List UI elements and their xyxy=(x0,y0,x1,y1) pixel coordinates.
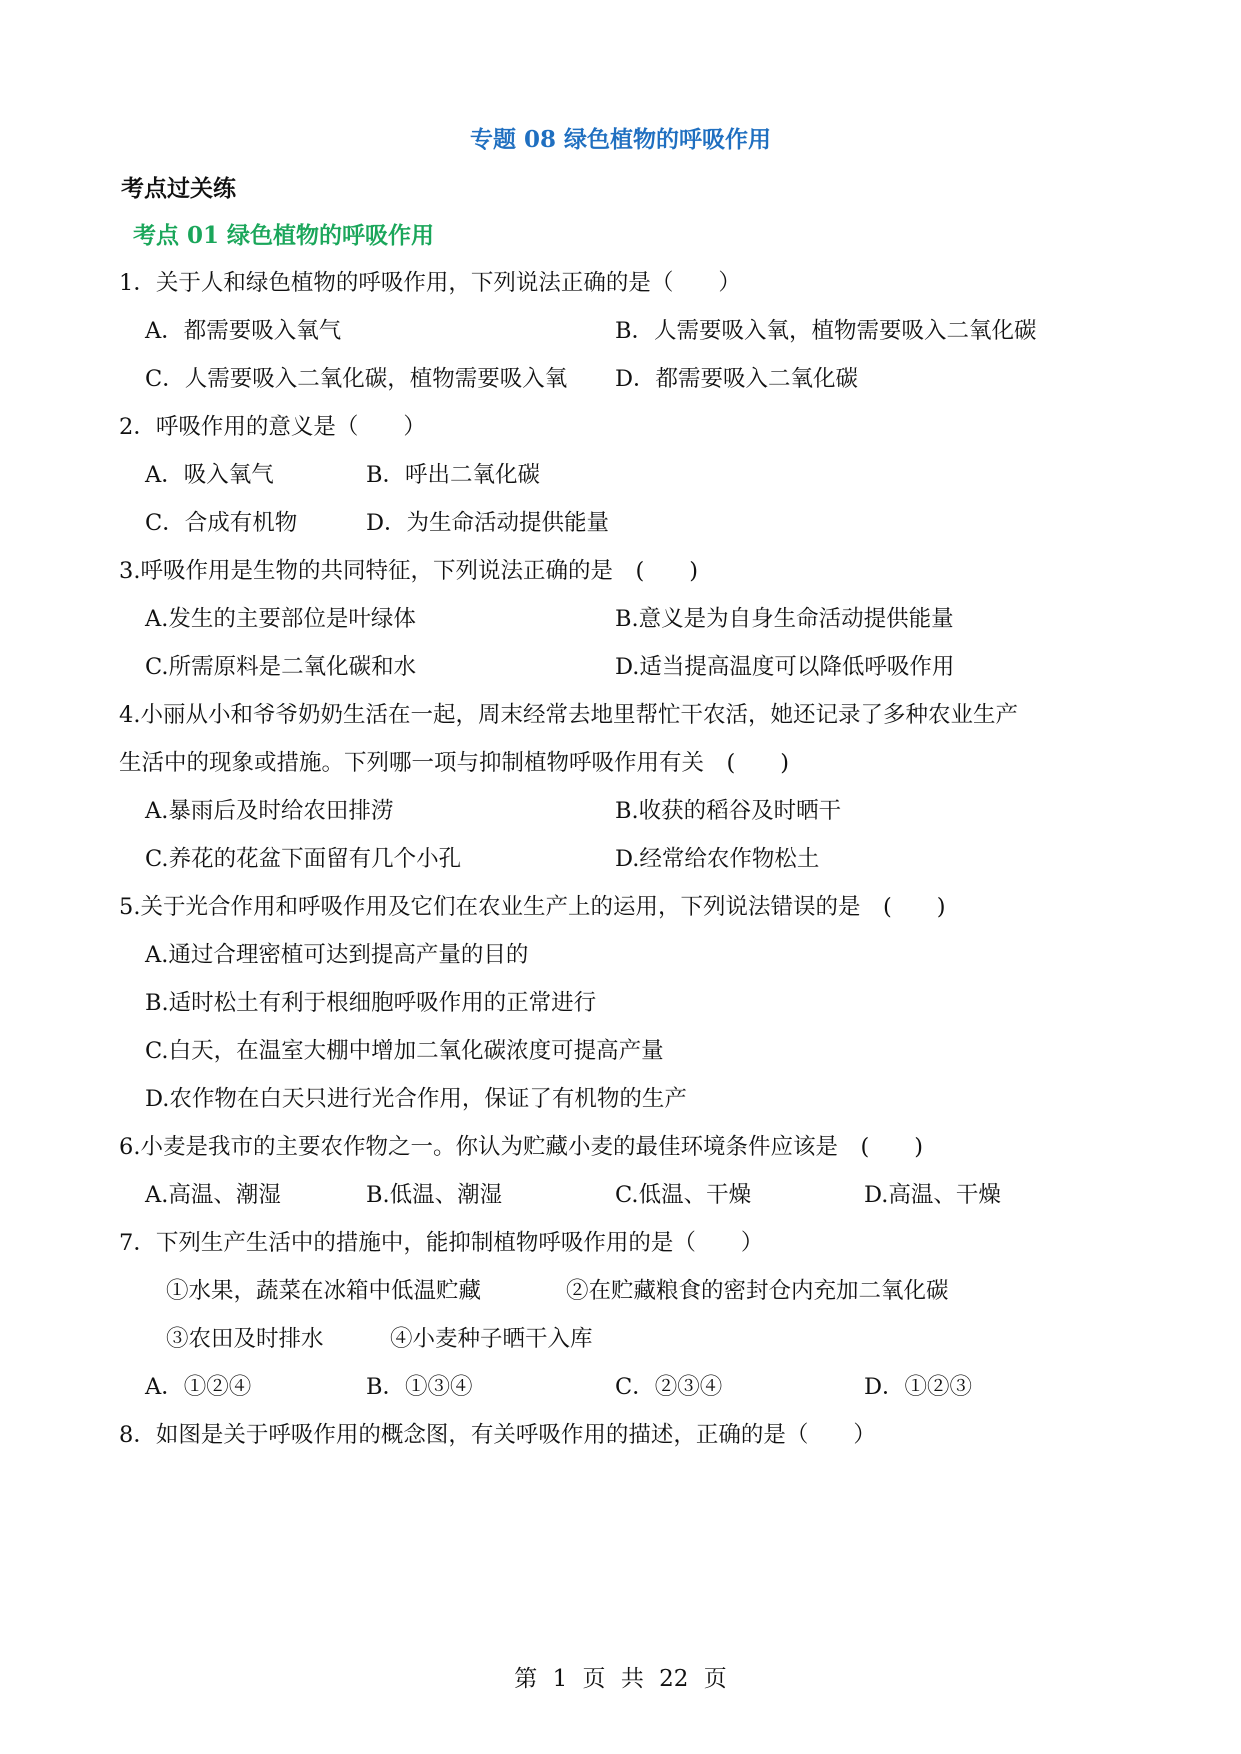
question-7-stem: 7．下列生产生活中的措施中，能抑制植物呼吸作用的是（ ） xyxy=(119,1230,764,1256)
page-footer xyxy=(0,1660,1241,1693)
question-7-option-a: A．①②④ xyxy=(145,1374,252,1400)
question-1-option-d: D．都需要吸入二氧化碳 xyxy=(615,366,859,392)
question-3-option-b: B.意义是为自身生命活动提供能量 xyxy=(615,606,954,632)
question-7-item-2: ②在贮藏粮食的密封仓内充加二氧化碳 xyxy=(566,1278,949,1304)
footer-current-page: 1 xyxy=(552,1666,568,1692)
question-6-option-b: B.低温、潮湿 xyxy=(366,1182,503,1208)
footer-word-gong: 共 xyxy=(620,1666,644,1692)
question-5-option-d: D.农作物在白天只进行光合作用，保证了有机物的生产 xyxy=(145,1086,687,1112)
question-6-option-d: D.高温、干燥 xyxy=(864,1182,1001,1208)
question-7-item-4: ④小麦种子晒干入库 xyxy=(390,1326,593,1352)
question-5-option-c: C.白天，在温室大棚中增加二氧化碳浓度可提高产量 xyxy=(145,1038,664,1064)
question-4-option-c: C.养花的花盆下面留有几个小孔 xyxy=(145,846,462,872)
question-3-option-a: A.发生的主要部位是叶绿体 xyxy=(145,606,416,632)
footer-word-di: 第 xyxy=(514,1666,538,1692)
question-6-stem: 6.小麦是我市的主要农作物之一。你认为贮藏小麦的最佳环境条件应该是 ( ) xyxy=(119,1134,924,1160)
question-6-option-c: C.低温、干燥 xyxy=(615,1182,752,1208)
question-1-option-c: C．人需要吸入二氧化碳，植物需要吸入氧 xyxy=(145,366,568,392)
question-7-item-3: ③农田及时排水 xyxy=(166,1326,324,1352)
question-2-option-a: A．吸入氧气 xyxy=(145,462,274,488)
question-2-option-c: C．合成有机物 xyxy=(145,510,298,536)
document-title: 专题 08 绿色植物的呼吸作用 xyxy=(469,126,772,153)
question-2-option-d: D．为生命活动提供能量 xyxy=(366,510,610,536)
question-5-option-b: B.适时松土有利于根细胞呼吸作用的正常进行 xyxy=(145,990,597,1016)
question-7-option-c: C．②③④ xyxy=(615,1374,723,1400)
question-7-option-b: B．①③④ xyxy=(366,1374,473,1400)
question-3-option-d: D.适当提高温度可以降低呼吸作用 xyxy=(615,654,955,680)
topic-heading: 考点 01 绿色植物的呼吸作用 xyxy=(133,222,435,249)
footer-total-pages: 22 xyxy=(659,1666,689,1692)
question-5-stem: 5.关于光合作用和呼吸作用及它们在农业生产上的运用，下列说法错误的是 ( ) xyxy=(119,894,946,920)
question-1-option-b: B．人需要吸入氧，植物需要吸入二氧化碳 xyxy=(615,318,1037,344)
footer-word-ye: 页 xyxy=(582,1666,606,1692)
question-2-stem: 2．呼吸作用的意义是（ ） xyxy=(119,414,426,440)
question-7-option-d: D．①②③ xyxy=(864,1374,973,1400)
question-3-stem: 3.呼吸作用是生物的共同特征，下列说法正确的是 ( ) xyxy=(119,558,699,584)
question-3-option-c: C.所需原料是二氧化碳和水 xyxy=(145,654,417,680)
question-4-stem-line-2: 生活中的现象或措施。下列哪一项与抑制植物呼吸作用有关 ( ) xyxy=(119,750,790,776)
question-6-option-a: A.高温、潮湿 xyxy=(145,1182,281,1208)
section-heading: 考点过关练 xyxy=(121,175,236,202)
footer-word-ye-2: 页 xyxy=(703,1666,727,1692)
question-4-option-a: A.暴雨后及时给农田排涝 xyxy=(145,798,394,824)
question-1-option-a: A．都需要吸入氧气 xyxy=(145,318,342,344)
question-2-option-b: B．呼出二氧化碳 xyxy=(366,462,541,488)
question-4-option-d: D.经常给农作物松土 xyxy=(615,846,820,872)
question-8-stem: 8．如图是关于呼吸作用的概念图，有关呼吸作用的描述，正确的是（ ） xyxy=(119,1422,876,1448)
question-5-option-a: A.通过合理密植可达到提高产量的目的 xyxy=(145,942,529,968)
question-1-stem: 1．关于人和绿色植物的呼吸作用，下列说法正确的是（ ） xyxy=(119,270,741,296)
question-4-option-b: B.收获的稻谷及时晒干 xyxy=(615,798,842,824)
question-4-stem-line-1: 4.小丽从小和爷爷奶奶生活在一起，周末经常去地里帮忙干农活，她还记录了多种农业生产 xyxy=(119,702,1018,728)
question-7-item-1: ①水果，蔬菜在冰箱中低温贮藏 xyxy=(166,1278,482,1304)
